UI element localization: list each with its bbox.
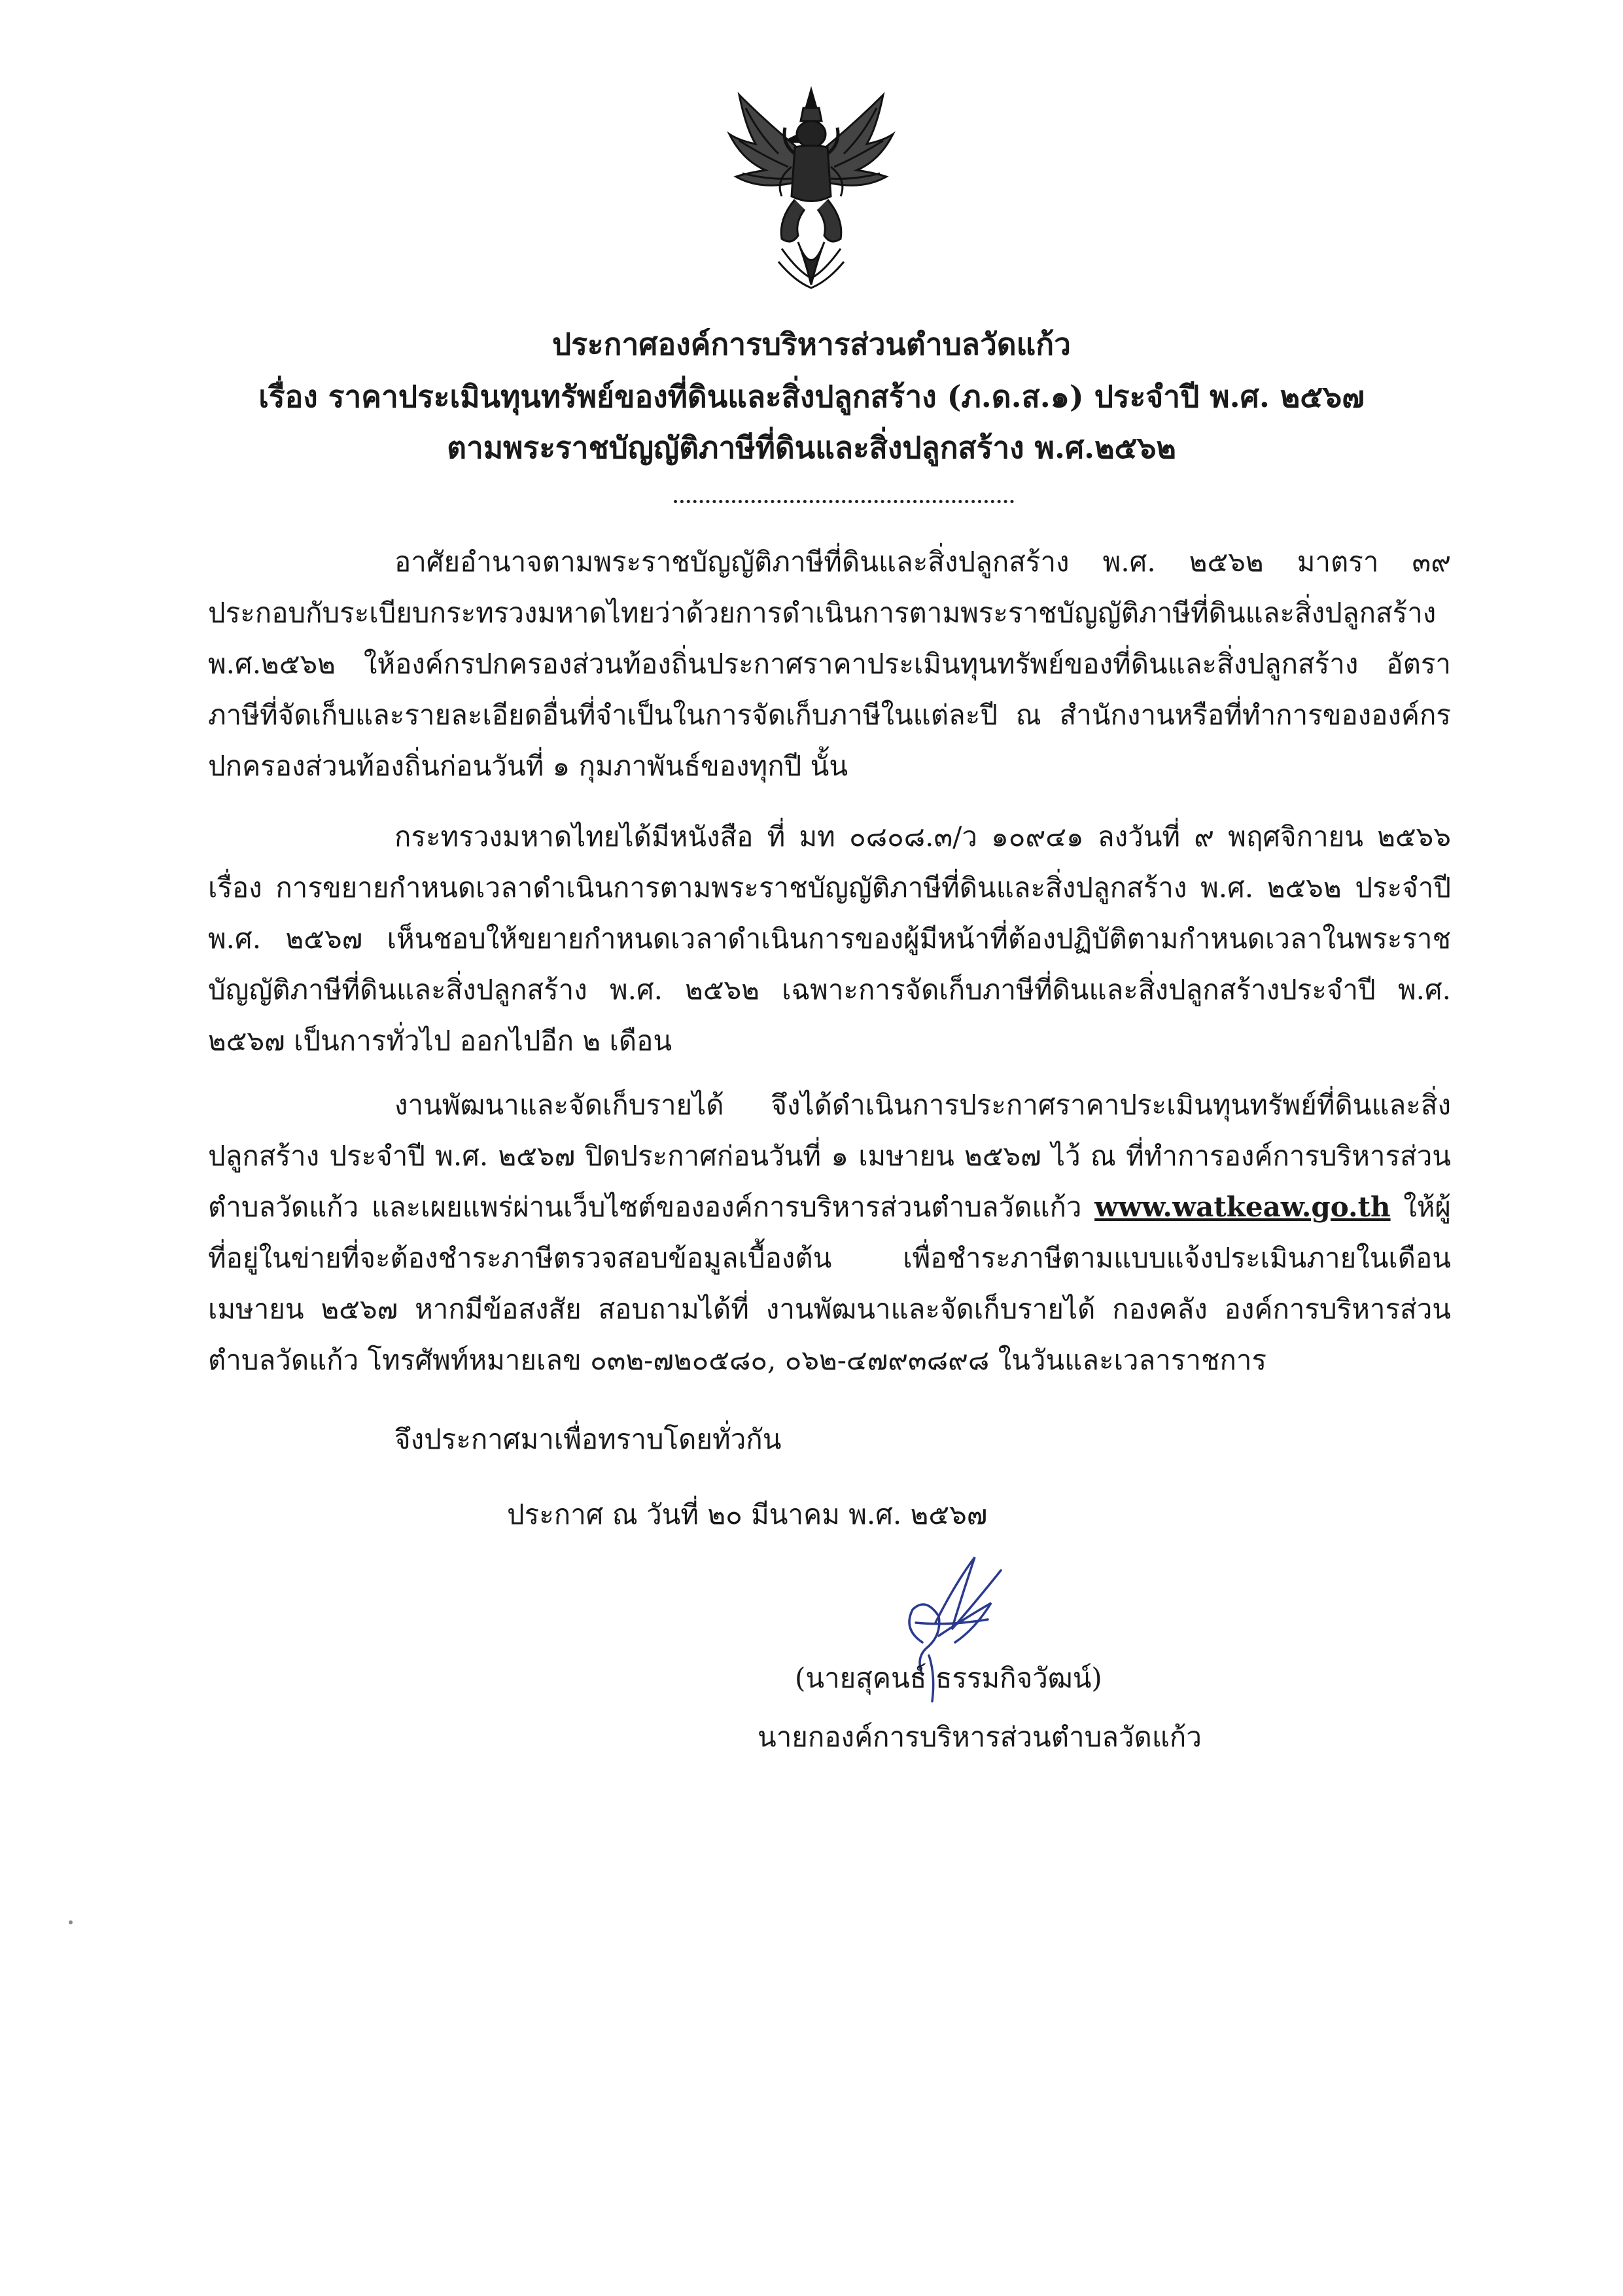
signatory-position: นายกองค์การบริหารส่วนตำบลวัดแก้ว xyxy=(758,1721,1202,1753)
announcement-title: ประกาศองค์การบริหารส่วนตำบลวัดแก้ว xyxy=(552,327,1071,362)
website-link[interactable]: www.watkeaw.go.th xyxy=(1094,1191,1391,1223)
body-paragraph-3 xyxy=(208,1080,1451,1386)
garuda-emblem-icon xyxy=(720,82,903,291)
paragraph-text-before-link: งานพัฒนาและจัดเก็บรายได้ จึงได้ดำเนินการประกาศราคาประเมินทุนทรัพย์ที่ดินและสิ่งปลูกสร้าง ประจำปี พ.ศ. ๒๕๖๗ ปิดประกาศก่อนวันที่ ๑ เมษายน ๒๕๖๗ ไว้ ณ ที่ทำการองค์การบริหารส่วนตำบลวัดแก้ว และเผยแพร่ผ่านเว็บไซต์ขององค์การบริหารส่วนตำบลวัดแก้ว xyxy=(208,1089,1451,1223)
body-paragraph-1 xyxy=(208,537,1451,792)
announcement-subject: เรื่อง ราคาประเมินทุนทรัพย์ของที่ดินและสิ่งปลูกสร้าง (ภ.ด.ส.๑) ประจำปี พ.ศ. ๒๕๖๗ xyxy=(258,379,1365,414)
scan-speck xyxy=(69,1920,73,1924)
dotted-divider xyxy=(674,484,1014,503)
announcement-date: ประกาศ ณ วันที่ ๒๐ มีนาคม พ.ศ. ๒๕๖๗ xyxy=(507,1498,988,1530)
closing-statement: จึงประกาศมาเพื่อทราบโดยทั่วกัน xyxy=(394,1423,782,1455)
body-paragraph-2 xyxy=(208,811,1451,1067)
paragraph-text-after-link: ให้ผู้ที่อยู่ในข่ายที่จะต้องชำระภาษีตรวจสอบข้อมูลเบื้องต้น เพื่อชำระภาษีตามแบบแจ้งประเมินภายในเดือน เมษายน ๒๕๖๗ หากมีข้อสงสัย สอบถามได้ที่ งานพัฒนาและจัดเก็บรายได้ กองคลัง องค์การบริหารส่วนตำบลวัดแก้ว โทรศัพท์หมายเลข ๐๓๒-๗๒๐๕๘๐, ๐๖๒-๔๗๙๓๘๙๘ ในวันและเวลาราชการ xyxy=(208,1191,1451,1376)
paragraph-text: อาศัยอำนาจตามพระราชบัญญัติภาษีที่ดินและสิ่งปลูกสร้าง พ.ศ. ๒๕๖๒ มาตรา ๓๙ ประกอบกับระเบียบกระทรวงมหาดไทยว่าด้วยการดำเนินการตามพระราชบัญญัติภาษีที่ดินและสิ่งปลูกสร้าง พ.ศ.๒๕๖๒ ให้องค์กรปกครองส่วนท้องถิ่นประกาศราคาประเมินทุนทรัพย์ของที่ดินและสิ่งปลูกสร้าง อัตราภาษีที่จัดเก็บและรายละเอียดอื่นที่จำเป็นในการจัดเก็บภาษีในแต่ละปี ณ สำนักงานหรือที่ทำการขององค์กรปกครองส่วนท้องถิ่นก่อนวันที่ ๑ กุมภาพันธ์ของทุกปี นั้น xyxy=(208,546,1451,782)
paragraph-text: กระทรวงมหาดไทยได้มีหนังสือ ที่ มท ๐๘๐๘.๓/ว ๑๐๙๔๑ ลงวันที่ ๙ พฤศจิกายน ๒๕๖๖ เรื่อง การขยายกำหนดเวลาดำเนินการตามพระราชบัญญัติภาษีที่ดินและสิ่งปลูกสร้าง พ.ศ. ๒๕๖๒ ประจำปี พ.ศ. ๒๕๖๗ เห็นชอบให้ขยายกำหนดเวลาดำเนินการของผู้มีหน้าที่ต้องปฏิบัติตามกำหนดเวลาในพระราชบัญญัติภาษีที่ดินและสิ่งปลูกสร้าง พ.ศ. ๒๕๖๒ เฉพาะการจัดเก็บภาษีที่ดินและสิ่งปลูกสร้างประจำปี พ.ศ. ๒๕๖๗ เป็นการทั่วไป ออกไปอีก ๒ เดือน xyxy=(208,821,1451,1057)
paragraph-text xyxy=(208,1080,1451,1386)
announcement-act-reference: ตามพระราชบัญญัติภาษีที่ดินและสิ่งปลูกสร้าง พ.ศ.๒๕๖๒ xyxy=(447,430,1176,465)
signatory-name: (นายสุคนธ์ ธรรมกิจวัฒน์) xyxy=(795,1662,1102,1694)
